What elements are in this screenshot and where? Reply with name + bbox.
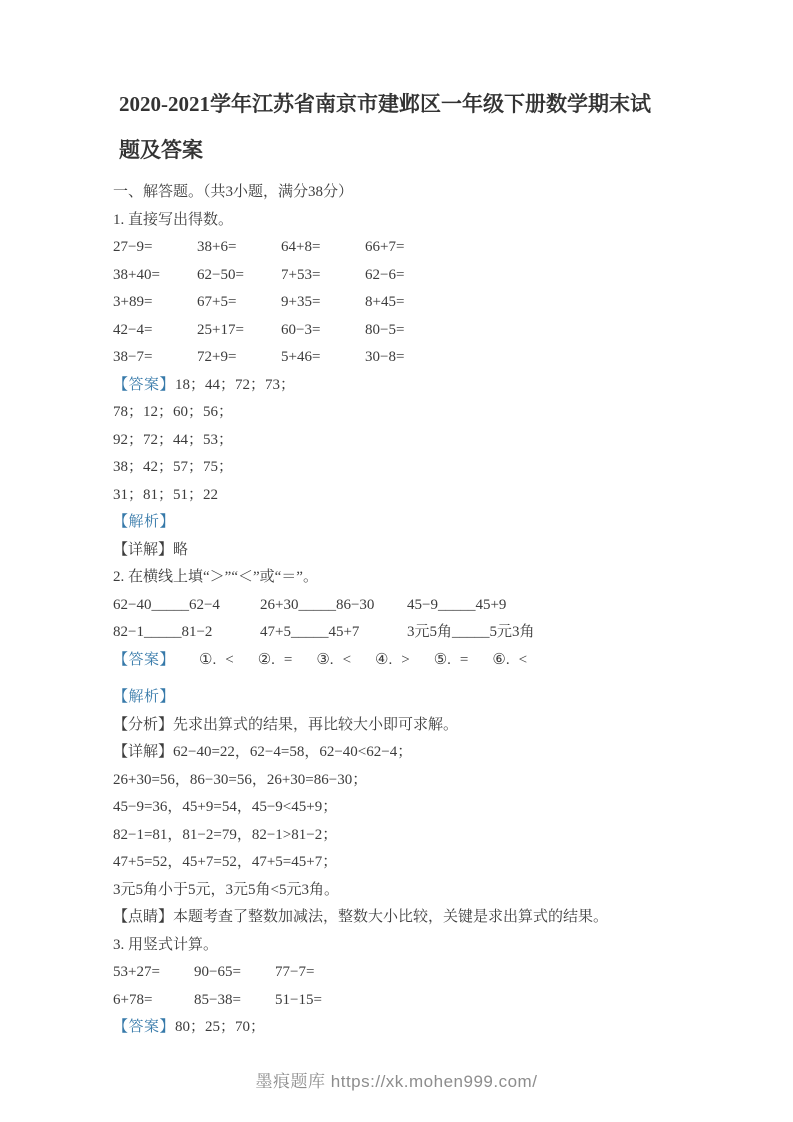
math-expression: 85−38= xyxy=(194,991,241,1008)
answer-item-number: ④. xyxy=(375,651,393,668)
q2-detail-line: 【详解】62−40=22，62−4=58，62−40<62−4； xyxy=(113,744,413,760)
answer-item-value: = xyxy=(283,651,293,668)
q1-answer-line: 78；12；60；56； xyxy=(113,404,234,420)
document-title xyxy=(113,81,688,173)
math-expression: 60−3= xyxy=(281,321,321,338)
q1-row xyxy=(113,262,688,290)
q1-detail: 【详解】略 xyxy=(113,541,189,558)
q1-answer-line: 92；72；44；53； xyxy=(113,431,234,448)
q1-answer-values: 18；44；72；73； xyxy=(175,376,296,393)
q1-row xyxy=(113,234,688,262)
answer-label: 【答案】 xyxy=(113,376,176,393)
comparison-expression: 26+30_____86−30 xyxy=(260,596,375,613)
q2-answer-line xyxy=(113,647,688,675)
answer-item-number: ①. xyxy=(199,651,217,668)
q1-row xyxy=(113,317,688,345)
q1-prompt: 1. 直接写出得数。 xyxy=(113,211,234,228)
math-expression: 7+53= xyxy=(281,266,321,283)
jiexi-label: 【解析】 xyxy=(113,689,176,705)
answer-item xyxy=(434,647,469,675)
answer-item-value: < xyxy=(518,651,528,668)
answer-label: 【答案】 xyxy=(113,1019,176,1035)
answer-item-value: < xyxy=(342,651,352,668)
q1-answer-line: 38；42；57；75； xyxy=(113,459,234,475)
math-expression: 62−6= xyxy=(365,266,405,283)
q1-row xyxy=(113,289,688,317)
q1-answer-line xyxy=(113,372,688,400)
comparison-expression: 47+5_____45+7 xyxy=(260,624,360,640)
comparison-expression: 82−1_____81−2 xyxy=(113,624,213,640)
answer-item-number: ③. xyxy=(316,651,334,668)
q3-answer-line xyxy=(113,1014,688,1042)
q2-detail-line: 82−1=81，81−2=79，82−1>81−2； xyxy=(113,826,338,843)
answer-item xyxy=(258,647,293,675)
answer-item-value: < xyxy=(225,651,234,668)
q2-prompt: 2. 在横线上填“＞”“＜”或“＝”。 xyxy=(113,569,318,585)
math-expression: 51−15= xyxy=(275,991,322,1008)
jiexi-label: 【解析】 xyxy=(113,514,176,530)
q3-prompt: 3. 用竖式计算。 xyxy=(113,936,219,953)
math-expression: 90−65= xyxy=(194,964,241,980)
section-heading: 一、解答题。（共3小题，满分38分） xyxy=(113,184,354,200)
math-expression: 77−7= xyxy=(275,964,315,980)
title-line-1: 2020-2021学年江苏省南京市建邺区一年级下册数学期末试 xyxy=(119,92,651,116)
answer-item xyxy=(375,647,410,675)
math-expression: 64+8= xyxy=(281,239,321,255)
math-expression: 8+45= xyxy=(365,294,405,310)
math-expression: 5+46= xyxy=(281,349,321,365)
math-expression: 38+6= xyxy=(197,239,237,255)
math-expression: 67+5= xyxy=(197,294,237,310)
document-page xyxy=(113,0,688,1042)
comparison-expression: 45−9_____45+9 xyxy=(407,596,507,613)
answer-item xyxy=(199,647,234,675)
answer-item-value: > xyxy=(401,651,410,668)
q2-detail-line: 47+5=52，45+7=52，47+5=45+7； xyxy=(113,854,338,870)
math-expression: 9+35= xyxy=(281,294,321,310)
answer-item-number: ⑤. xyxy=(433,651,451,668)
q3-row xyxy=(113,959,688,987)
q2-detail-line: 3元5角小于5元，3元5角<5元3角。 xyxy=(113,881,339,898)
math-expression: 62−50= xyxy=(197,266,244,283)
q2-answer-items xyxy=(175,652,527,668)
answer-item xyxy=(492,647,527,675)
q3-row xyxy=(113,987,688,1015)
math-expression: 3+89= xyxy=(113,294,153,310)
q1-row xyxy=(113,344,688,372)
comparison-expression: 62−40_____62−4 xyxy=(113,596,220,613)
q2-detail-line: 45−9=36，45+9=54，45−9<45+9； xyxy=(113,799,338,815)
math-expression: 38−7= xyxy=(113,349,153,365)
math-expression: 25+17= xyxy=(197,321,244,338)
math-expression: 80−5= xyxy=(365,321,405,338)
q2-note: 【点睛】本题考查了整数加减法，整数大小比较，关键是求出算式的结果。 xyxy=(113,909,609,925)
math-expression: 38+40= xyxy=(113,266,160,283)
q2-row xyxy=(113,592,688,620)
math-expression: 42−4= xyxy=(113,321,153,338)
q2-row xyxy=(113,619,688,647)
answer-item-number: ⑥. xyxy=(492,651,510,668)
title-line-2: 题及答案 xyxy=(119,138,203,162)
answer-item-number: ②. xyxy=(257,651,275,668)
q2-analysis: 【分析】先求出算式的结果，再比较大小即可求解。 xyxy=(113,716,459,733)
q2-detail-line: 26+30=56，86−30=56，26+30=86−30； xyxy=(113,771,368,788)
math-expression: 66+7= xyxy=(365,239,405,255)
comparison-expression: 3元5角_____5元3角 xyxy=(407,624,535,640)
math-expression: 27−9= xyxy=(113,239,153,255)
answer-label: 【答案】 xyxy=(113,651,176,668)
math-expression: 6+78= xyxy=(113,991,153,1008)
answer-item-value: = xyxy=(459,651,469,668)
math-expression: 53+27= xyxy=(113,964,160,980)
math-expression: 30−8= xyxy=(365,349,405,365)
math-expression: 72+9= xyxy=(197,349,237,365)
q1-answer-line: 31；81；51；22 xyxy=(113,486,219,503)
footer-watermark xyxy=(0,1067,793,1092)
footer-text: 墨痕题库 https://xk.mohen999.com/ xyxy=(255,1072,538,1091)
answer-item xyxy=(316,647,351,675)
q3-answer-values: 80；25；70； xyxy=(175,1019,266,1035)
